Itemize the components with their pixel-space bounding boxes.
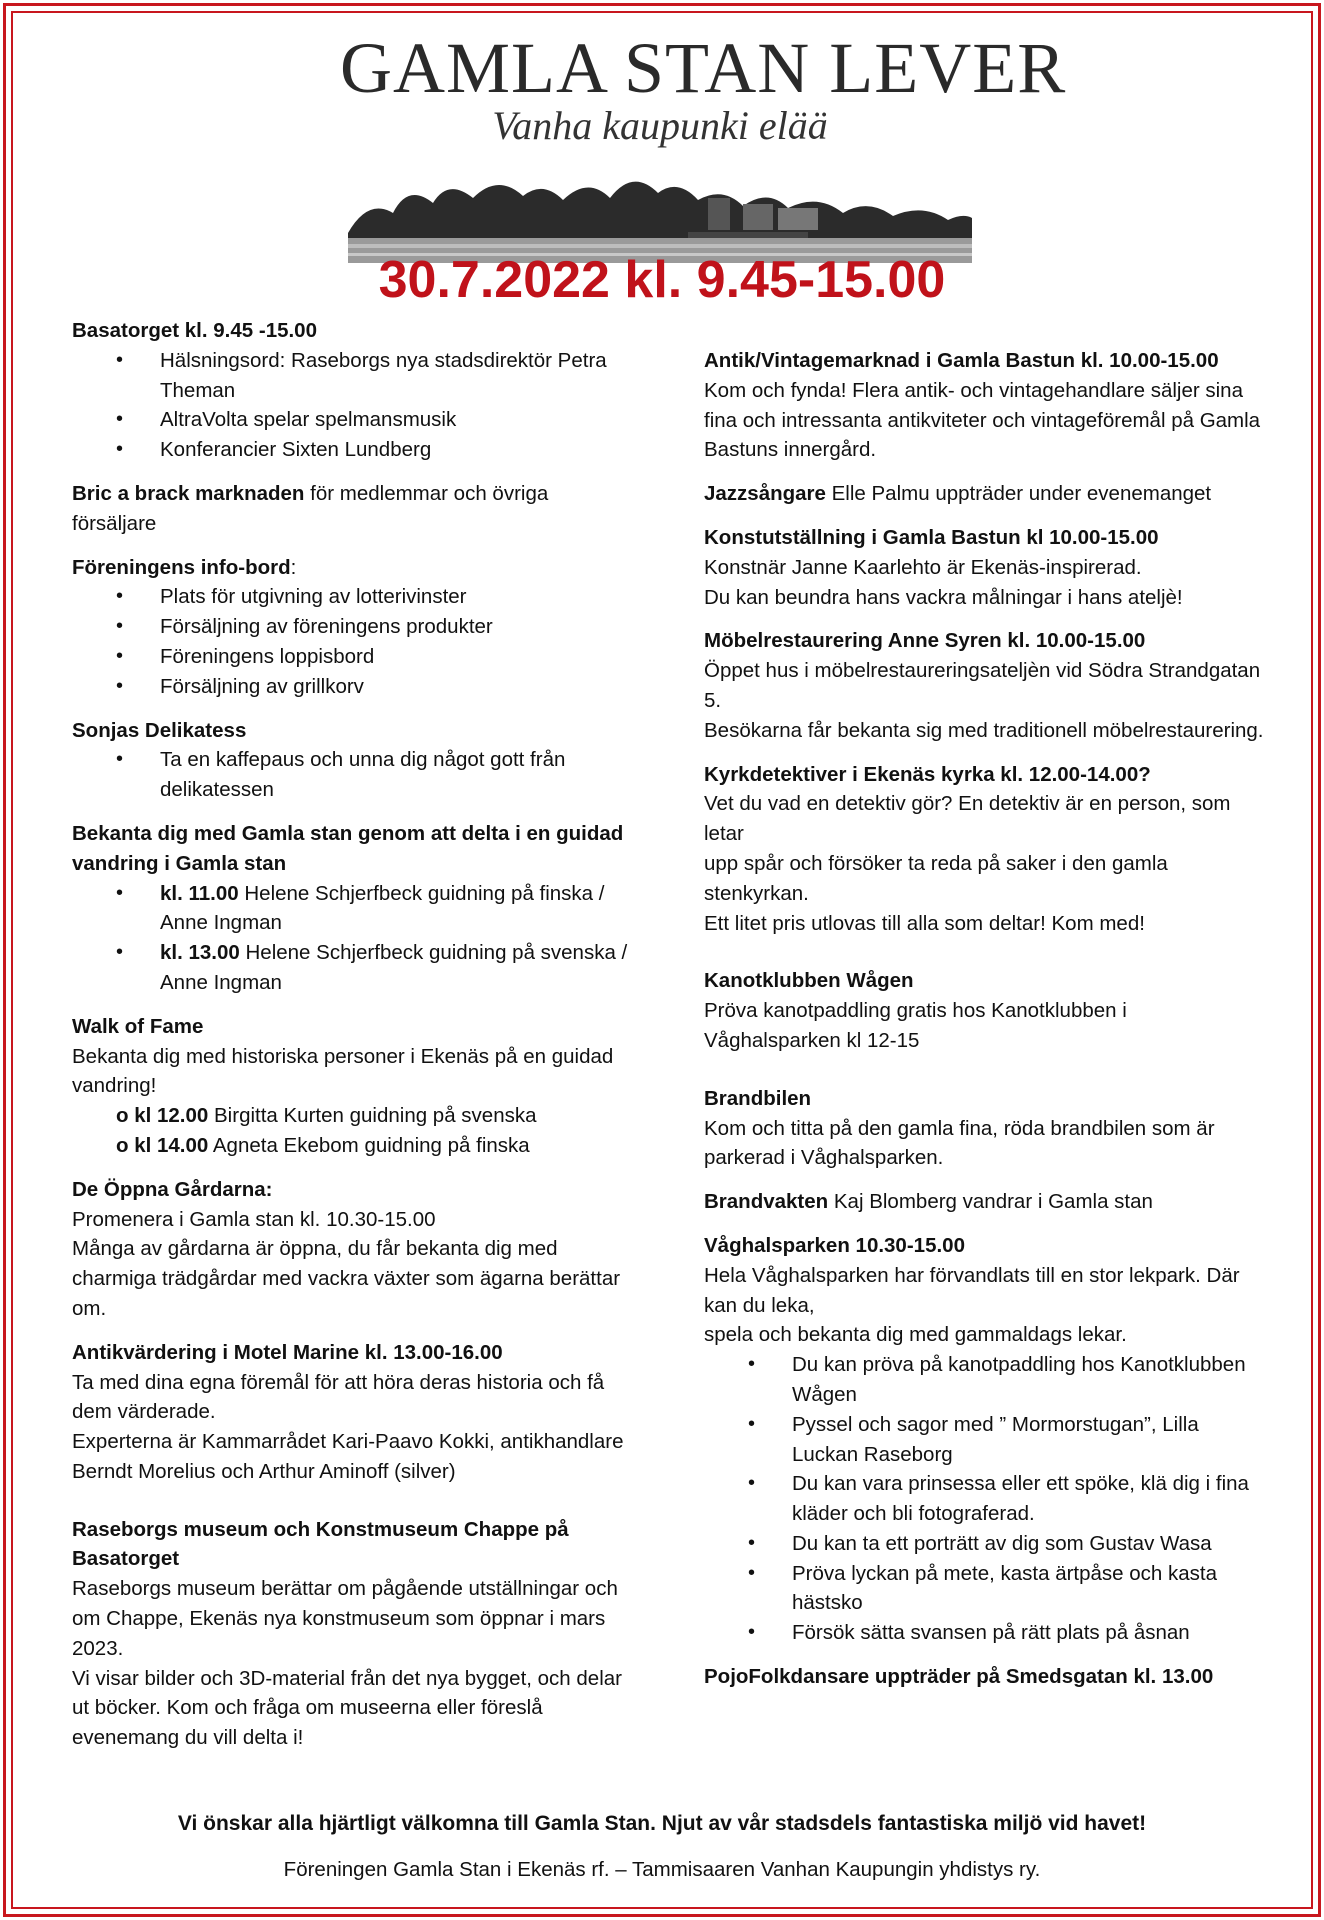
kyrk-line: Vet du vad en detektiv gör? En detektiv är en person, som letar xyxy=(704,792,1231,846)
fame-time: o kl 14.00 xyxy=(116,1133,209,1157)
mobel-line: Besökarna får bekanta sig med traditionell möbelrestaurering. xyxy=(704,718,1264,742)
kyrk-line: upp spår och försöker ta reda på saker i den gamla stenkyrkan. xyxy=(704,851,1168,905)
list-item: • Pröva lyckan på mete, kasta ärtpåse och kasta hästsko xyxy=(704,1559,1264,1619)
section-vintage xyxy=(704,346,1264,465)
footer-organization: Föreningen Gamla Stan i Ekenäs rf. – Tammisaaren Vanhan Kaupungin yhdistys ry. xyxy=(283,1858,1041,1881)
konst-line: Du kan beundra hans vackra målningar i hans ateljè! xyxy=(704,585,1183,609)
section-konst xyxy=(704,523,1264,612)
heading-folkdansare: PojoFolkdansare uppträder på Smedsgatan kl. 13.00 xyxy=(704,1665,1214,1689)
brandbil-line: Kom och titta på den gamla fina, röda brandbilen som är parkerad i Våghalsparken. xyxy=(704,1116,1215,1170)
list-item: • Konferancier Sixten Lundberg xyxy=(72,435,632,465)
footer-welcome: Vi önskar alla hjärtligt välkomna till Gamla Stan. Njut av vår stadsdels fantastiska miljö vid havet! xyxy=(177,1812,1147,1835)
section-info-bord xyxy=(72,553,632,702)
gardarna-line: Promenera i Gamla stan kl. 10.30-15.00 xyxy=(72,1207,436,1231)
section-oppna-gardarna xyxy=(72,1175,632,1324)
list-item xyxy=(72,1131,632,1161)
vintage-line: Kom och fynda! Flera antik- och vintagehandlare säljer sina fina och intressanta antikviteter och vintageföremål på Gamla Bastuns innergård. xyxy=(704,378,1261,462)
section-walk-of-fame xyxy=(72,1012,632,1161)
heading-museum: Raseborgs museum och Konstmuseum Chappe på Basatorget xyxy=(72,1517,569,1571)
section-bric-a-brack xyxy=(72,479,632,539)
jazz-text: Elle Palmu uppträder under evenemanget xyxy=(825,482,1212,506)
heading-kanot: Kanotklubben Wågen xyxy=(704,969,914,993)
heading-antikvardering: Antikvärdering i Motel Marine kl. 13.00-16.00 xyxy=(72,1340,503,1364)
heading-walk-of-fame: Walk of Fame xyxy=(72,1014,204,1038)
heading-sonjas: Sonjas Delikatess xyxy=(72,718,247,742)
list-item: • Försäljning av grillkorv xyxy=(72,672,632,702)
heading-brandbil: Brandbilen xyxy=(704,1086,812,1110)
museum-line: Raseborgs museum berättar om pågående utställningar och om Chappe, Ekenäs nya konstmuseum som öppnar i mars 2023. xyxy=(72,1577,618,1660)
antik-line: Ta med dina egna föremål för att höra deras historia och få dem värderade. xyxy=(72,1370,605,1424)
section-sonjas xyxy=(72,716,632,805)
heading-vaghalsparken: Våghalsparken 10.30-15.00 xyxy=(704,1233,965,1257)
list-item: • Ta en kaffepaus och unna dig något gott från delikatessen xyxy=(72,745,632,805)
bric-text: för medlemmar och övriga försäljare xyxy=(72,481,549,535)
town-waterfront-photo xyxy=(348,158,972,263)
mobel-line: Öppet hus i möbelrestaureringsateljèn vid Södra Strandgatan 5. xyxy=(704,659,1261,712)
kyrk-line: Ett litet pris utlovas till alla som deltar! Kom med! xyxy=(704,911,1145,935)
section-brandbil xyxy=(704,1084,1264,1173)
list-item xyxy=(72,879,632,939)
section-antikvardering xyxy=(72,1338,632,1487)
heading-guided-walk: Bekanta dig med Gamla stan genom att delta i en guidad vandring i Gamla stan xyxy=(72,821,624,875)
walk-text: Helene Schjerfbeck guidning på finska / Anne Ingman xyxy=(160,881,605,935)
vaghals-line: Hela Våghalsparken har förvandlats till en stor lekpark. Där kan du leka, xyxy=(704,1263,1240,1317)
heading-bric: Bric a brack marknaden xyxy=(72,481,305,505)
section-guided-walk xyxy=(72,819,632,998)
list-item: • Du kan pröva på kanotpaddling hos Kanotklubben Wågen xyxy=(704,1350,1264,1410)
masthead-subtitle: Vanha kaupunki elää xyxy=(492,103,828,148)
section-basatorget xyxy=(72,316,632,465)
walk-time: kl. 11.00 xyxy=(160,881,239,905)
antik-line: Experterna är Kammarrådet Kari-Paavo Kokki, antikhandlare Berndt Morelius och Arthur Aminoff (silver) xyxy=(72,1430,624,1483)
museum-line: Vi visar bilder och 3D-material från det nya bygget, och delar ut böcker. Kom och fråga om museerna eller föreslå evenemang du vill delta i! xyxy=(72,1666,622,1750)
heading-gardarna: De Öppna Gårdarna: xyxy=(72,1177,273,1201)
konst-line: Konstnär Janne Kaarlehto är Ekenäs-inspirerad. xyxy=(704,555,1142,579)
list-item: • Försäljning av föreningens produkter xyxy=(72,612,632,642)
brandvakt-text: Kaj Blomberg vandrar i Gamla stan xyxy=(828,1190,1153,1214)
gardarna-line: Många av gårdarna är öppna, du får bekanta dig med charmiga trädgårdar med vackra växter som ägarna berättar om. xyxy=(72,1237,621,1320)
heading-vintage: Antik/Vintagemarknad i Gamla Bastun kl. 10.00-15.00 xyxy=(704,349,1219,372)
list-item: • Plats för utgivning av lotterivinster xyxy=(72,582,632,612)
list-item: • Föreningens loppisbord xyxy=(72,642,632,672)
fame-time: o kl 12.00 xyxy=(116,1104,209,1128)
heading-kyrk: Kyrkdetektiver i Ekenäs kyrka kl. 12.00-14.00? xyxy=(704,762,1151,786)
section-kanot xyxy=(704,966,1264,1055)
list-item: • Du kan vara prinsessa eller ett spöke, klä dig i fina kläder och bli fotograferad. xyxy=(704,1469,1264,1529)
section-vaghalsparken xyxy=(704,1231,1264,1648)
section-folkdansare xyxy=(704,1662,1264,1692)
list-item: • AltraVolta spelar spelmansmusik xyxy=(72,405,632,435)
section-brandvakt xyxy=(704,1187,1264,1217)
event-date: 30.7.2022 kl. 9.45-15.00 xyxy=(378,251,946,309)
list-item: • Försök sätta svansen på rätt plats på åsnan xyxy=(704,1618,1264,1648)
right-column xyxy=(704,346,1264,1706)
list-item: • Pyssel och sagor med ” Mormorstugan”, Lilla Luckan Raseborg xyxy=(704,1410,1264,1470)
walk-time: kl. 13.00 xyxy=(160,941,240,965)
heading-info: Föreningens info-bord xyxy=(72,555,291,579)
section-jazz xyxy=(704,479,1264,509)
list-item xyxy=(72,938,632,998)
list-item xyxy=(72,1101,632,1131)
heading-konst: Konstutställning i Gamla Bastun kl 10.00-15.00 xyxy=(704,525,1159,549)
masthead-title: GAMLA STAN LEVER xyxy=(340,28,1067,108)
list-item: • Du kan ta ett porträtt av dig som Gustav Wasa xyxy=(704,1529,1264,1559)
heading-mobel: Möbelrestaurering Anne Syren kl. 10.00-15.00 xyxy=(704,629,1146,653)
fame-item-text: Birgitta Kurten guidning på svenska xyxy=(208,1104,537,1128)
section-kyrk xyxy=(704,760,1264,939)
kanot-line: Pröva kanotpaddling gratis hos Kanotklubben i Våghalsparken kl 12-15 xyxy=(704,999,1127,1052)
left-column xyxy=(72,316,632,1767)
heading-basatorget: Basatorget kl. 9.45 -15.00 xyxy=(72,319,317,342)
fame-item-text: Agneta Ekebom guidning på finska xyxy=(208,1133,530,1157)
heading-brandvakt: Brandvakten xyxy=(704,1190,829,1214)
vaghals-line: spela och bekanta dig med gammaldags lekar. xyxy=(704,1323,1127,1347)
section-museum xyxy=(72,1515,632,1753)
masthead-logo xyxy=(340,28,1067,240)
fame-text: Bekanta dig med historiska personer i Ekenäs på en guidad vandring! xyxy=(72,1044,614,1098)
section-mobel xyxy=(704,626,1264,745)
walk-text: Helene Schjerfbeck guidning på svenska / Anne Ingman xyxy=(160,941,628,994)
info-colon: : xyxy=(290,555,297,579)
heading-jazz: Jazzsångare xyxy=(704,482,826,506)
list-item: • Hälsningsord: Raseborgs nya stadsdirektör Petra Theman xyxy=(72,346,632,406)
